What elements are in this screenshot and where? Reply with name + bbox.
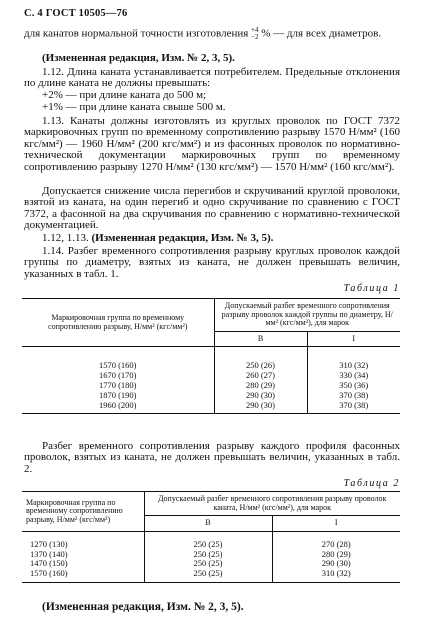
revision-note-3: (Измененная редакция, Изм. № 2, 3, 5). [42, 601, 244, 613]
paragraph-1-12: 1.12. Длина каната устанавливается потребителем. Предельные отклонения по длине каната не должны превышать: [24, 66, 400, 90]
table-row: 1770 (180) 280 (29) 350 (36) [22, 381, 400, 391]
table-1-sub-b: В [214, 331, 307, 347]
table-2-caption: Таблица 2 [343, 478, 400, 489]
list-1-12-a: +2% — при длине каната до 500 м; [42, 89, 207, 101]
table-2 [22, 491, 400, 583]
paragraph-1-14: 1.14. Разбег временного сопротивления разрыву круглых проволок каждой группы по диаметру, взятых из каната, не должен превышать величин, указанных в табл. 1. [24, 245, 400, 280]
table-2-col-range-header: Допускаемый разбег временного сопротивления разрыву проволок каната, Н/мм² (кгс/мм²), для марок [144, 492, 400, 516]
table-2-sub-b: В [144, 516, 272, 532]
paragraph-1-13-b: Допускается снижение числа перегибов и скручиваний круглой проволоки, взятой из каната, на один перегиб и одно скручивание по сравнению с ГОСТ 7372, а фасонной на два скручивания по сравнению с нормативно-технической документацией. [24, 185, 400, 232]
table-1-caption: Таблица 1 [343, 283, 400, 294]
tolerance-text-before: для канатов нормальной точности изготовления [24, 27, 249, 40]
table-row: 1270 (130) 250 (25) 270 (28) [22, 540, 400, 550]
table-2-sub-1: I [272, 516, 400, 532]
table-1 [22, 298, 400, 414]
table-1-col-range-header: Допускаемый разбег временного сопротивления разрыву проволок каждой группы по диаметру, Н/мм² (кгс/мм²), для марок [214, 299, 400, 332]
paragraph-1-13: 1.13. Канаты должны изготовлять из круглых проволок по ГОСТ 7372 маркировочных групп по временному сопротивлению разрыву 1570 Н/мм² (160 кгс/мм²) — 1960 Н/мм² (200 кгс/мм²) и из фасонных проволок по нормативно-технической документации маркировочных групп по временному сопротивлению разрыву 1270 Н/мм² (130 кгс/мм²) — 1570 Н/мм² (160 кгс/мм²). [24, 115, 400, 173]
table-row: 1960 (200) 290 (30) 370 (38) [22, 401, 400, 414]
table-row: 1570 (160) 250 (26) 310 (32) [22, 361, 400, 371]
revision-note-2: 1.12, 1.13. (Измененная редакция, Изм. № 3, 5). [42, 232, 274, 244]
table-row: 1670 (170) 260 (27) 330 (34) [22, 371, 400, 381]
list-1-12-b: +1% — при длине каната свыше 500 м. [42, 101, 226, 113]
table-row: 1470 (150) 250 (25) 290 (30) [22, 559, 400, 569]
table-1-sub-1: I [307, 331, 400, 347]
page-header: С. 4 ГОСТ 10505—76 [24, 8, 128, 19]
revision-note-1: (Измененная редакция, Изм. № 2, 3, 5). [42, 52, 235, 64]
tolerance-fraction: +4 −2 [251, 26, 259, 41]
table-2-col-group-header: Маркировочная группа по временному сопротивлению разрыву, Н/мм² (кгс/мм²) [22, 492, 144, 532]
table-1-col-group-header: Маркировочная группа по временному сопротивлению разрыву, Н/мм² (кгс/мм²) [22, 299, 214, 347]
paragraph-table-2-intro: Разбег временного сопротивления разрыву каждого профиля фасонных проволок, взятых из каната, не должен превышать величин, указанных в табл. 2. [24, 440, 400, 475]
table-row: 1870 (190) 290 (30) 370 (38) [22, 391, 400, 401]
paragraph-tolerance [24, 27, 400, 41]
table-row: 1370 (140) 250 (25) 280 (29) [22, 550, 400, 560]
table-row: 1570 (160) 250 (25) 310 (32) [22, 569, 400, 582]
tolerance-text-after: % — для всех диаметров. [261, 27, 382, 40]
